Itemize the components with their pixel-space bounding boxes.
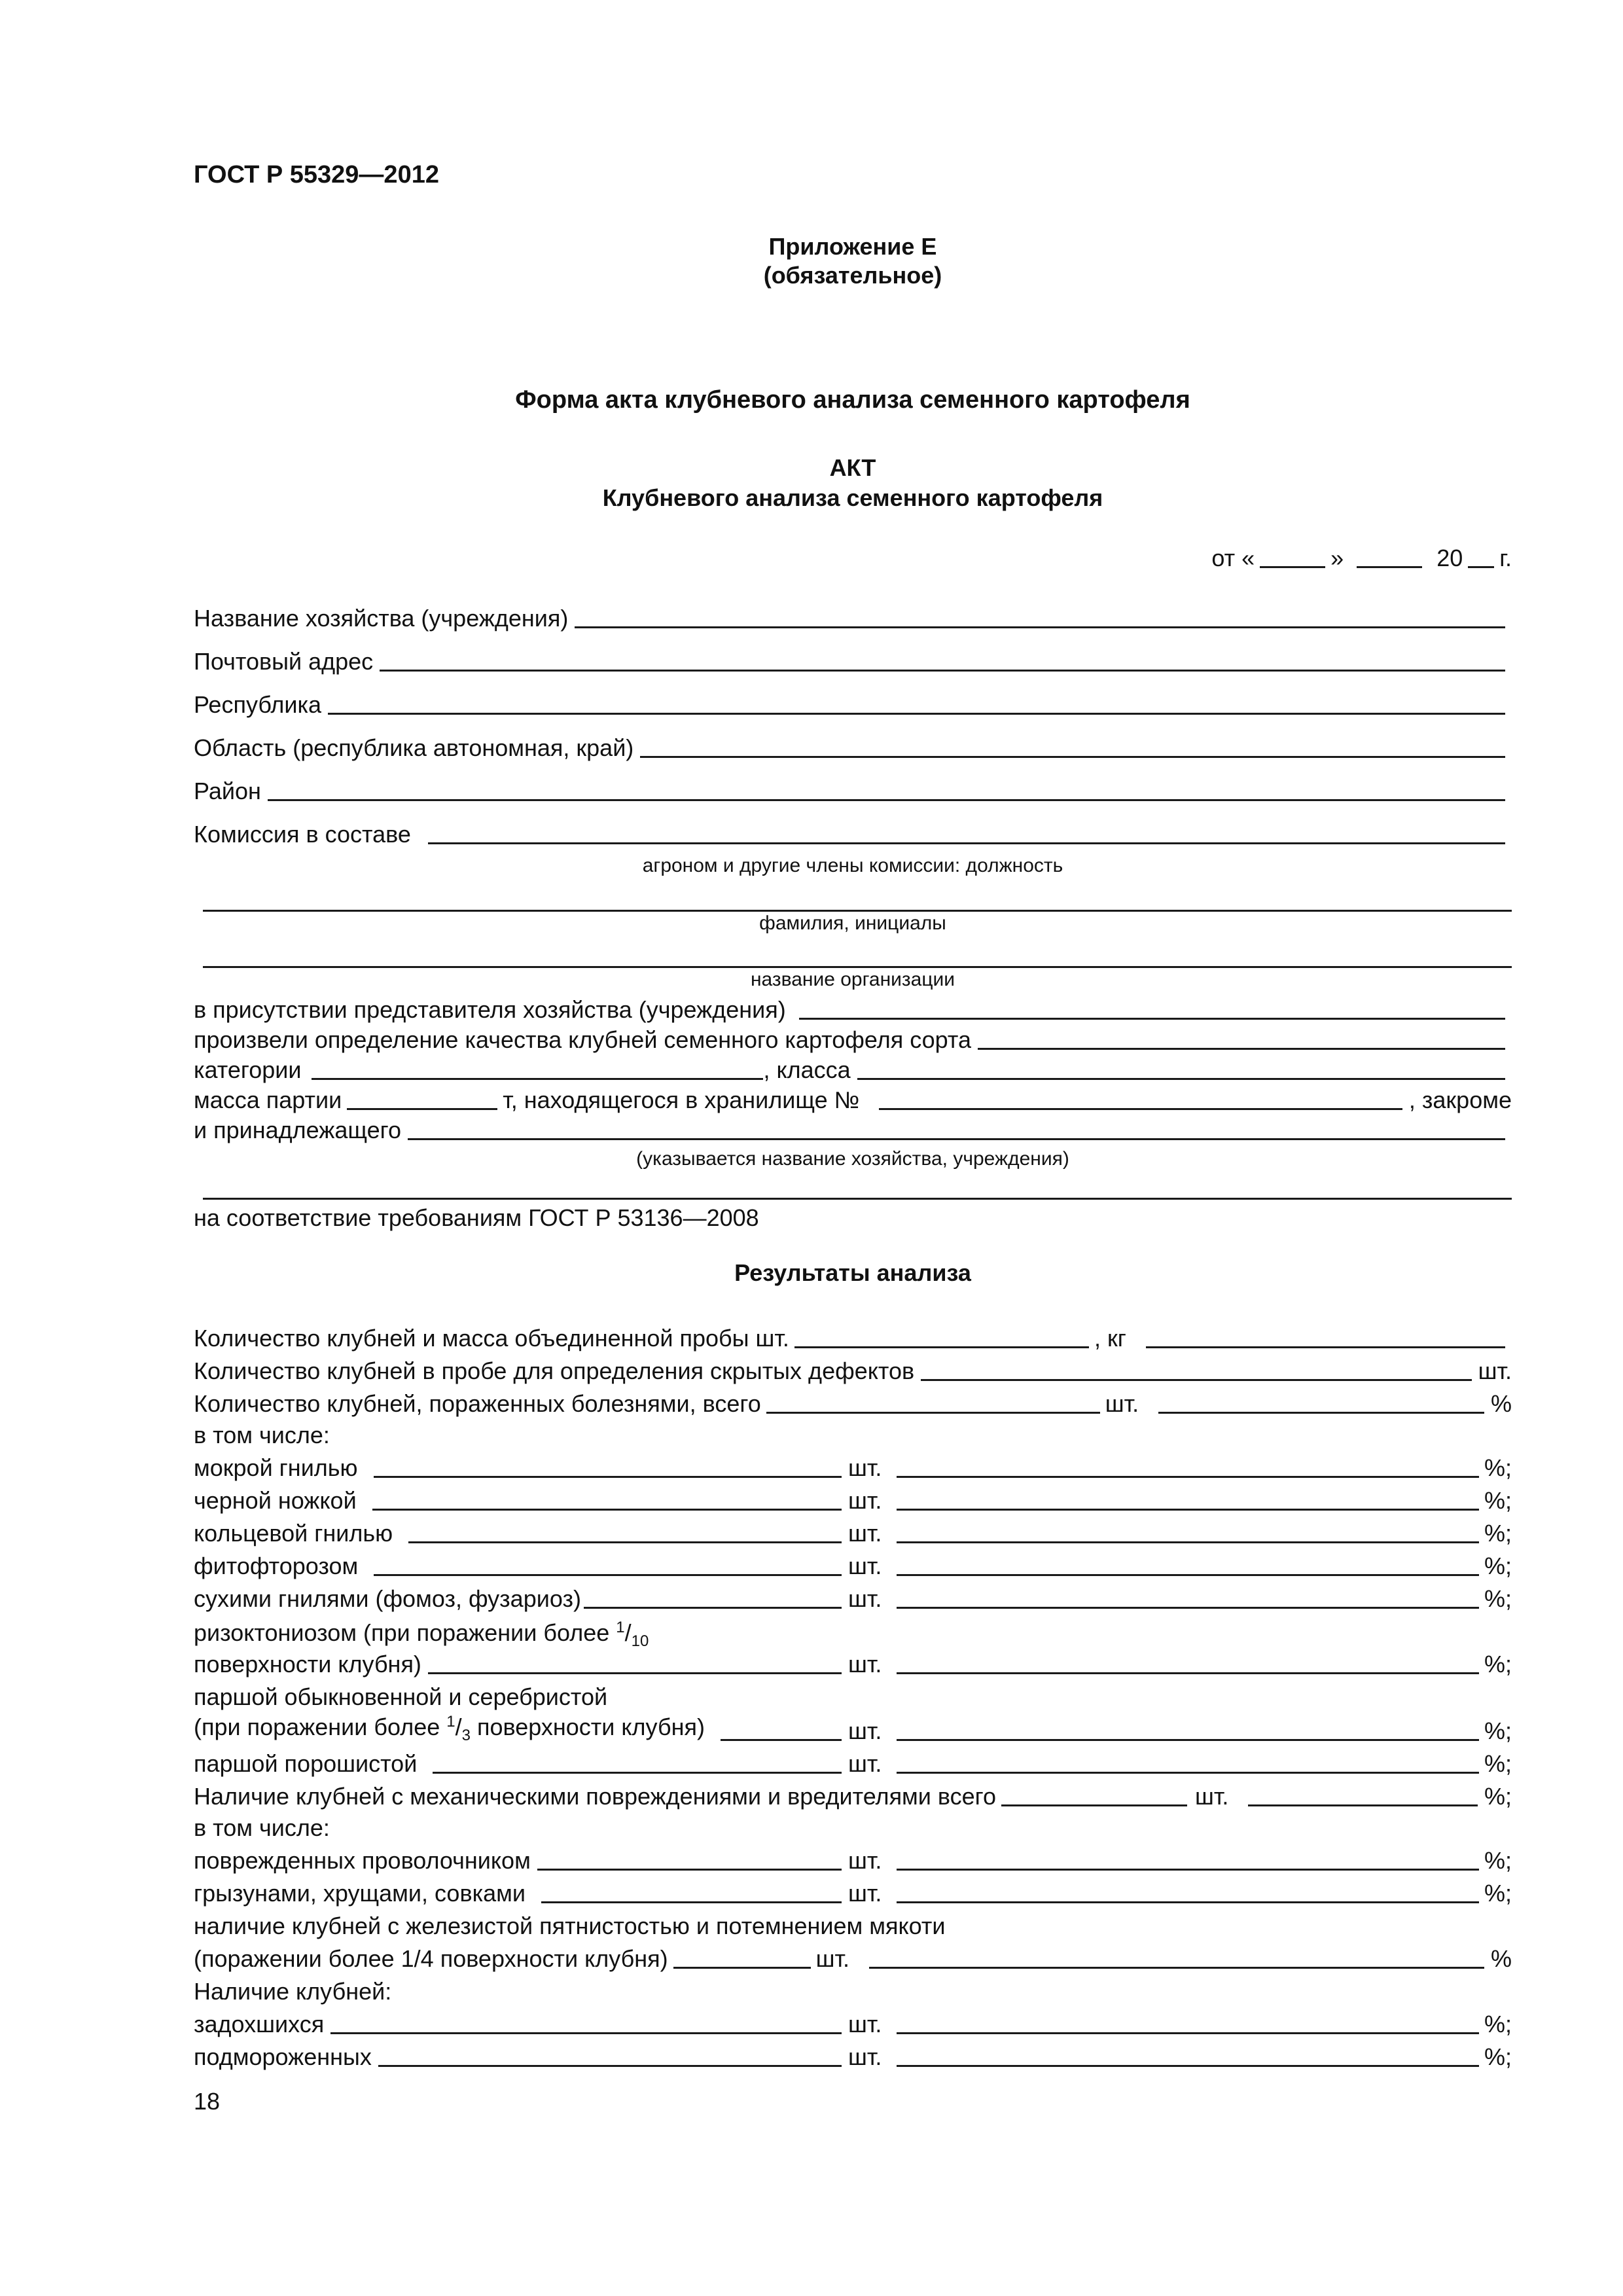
unit-pcs: шт. xyxy=(847,2011,882,2037)
disease-row xyxy=(194,1549,1512,1580)
unit-pcs: шт. xyxy=(847,1717,882,1744)
date-year-field[interactable] xyxy=(1468,566,1494,568)
frozen-label: подмороженных xyxy=(194,2043,372,2070)
hidden-defects-field[interactable] xyxy=(921,1379,1471,1381)
wireworm-percent-field[interactable] xyxy=(897,1869,1479,1871)
region-row xyxy=(194,730,1512,762)
pct-label: %; xyxy=(1484,1585,1512,1612)
disease-count-field[interactable] xyxy=(374,1574,842,1576)
region-field[interactable] xyxy=(640,756,1505,758)
rodents-percent-field[interactable] xyxy=(897,1901,1479,1903)
pct-label: % xyxy=(1490,1945,1512,1972)
pct-label: %; xyxy=(1484,1750,1512,1777)
disease-label: кольцевой гнилью xyxy=(194,1520,393,1547)
caption-agronomist: агроном и другие члены комиссии: должность xyxy=(642,855,1063,876)
scab-text-a: (при поражении более xyxy=(194,1713,447,1740)
surname-field[interactable] xyxy=(203,910,1512,912)
rust-spot-percent-field[interactable] xyxy=(869,1967,1484,1969)
rhizoctonia-percent-field[interactable] xyxy=(897,1672,1479,1674)
diseased-total-count-field[interactable] xyxy=(766,1412,1100,1414)
disease-count-field[interactable] xyxy=(374,1476,842,1478)
page-number: 18 xyxy=(194,2088,221,2115)
disease-percent-field[interactable] xyxy=(897,1541,1479,1543)
commission-row xyxy=(194,817,1512,848)
unit-pcs: шт. xyxy=(847,1750,882,1777)
belonging-field[interactable] xyxy=(408,1138,1505,1140)
disease-percent-field[interactable] xyxy=(897,1476,1479,1478)
republic-label: Республика xyxy=(194,691,322,718)
rust-spot-row-1 xyxy=(194,1909,1512,1940)
compliance-label: на соответствие требованиям ГОСТ Р 53136—2008 xyxy=(194,1204,759,1231)
unit-pcs: шт. xyxy=(847,1651,882,1677)
farm-name-field[interactable] xyxy=(575,626,1505,628)
kg-label: , кг xyxy=(1094,1325,1126,1352)
wireworm-row xyxy=(194,1843,1512,1874)
storage-label: т, находящегося в хранилище № xyxy=(503,1086,860,1113)
compliance-row xyxy=(194,1200,1512,1232)
disease-count-field[interactable] xyxy=(372,1509,842,1511)
diseased-total-unit: шт. xyxy=(1105,1390,1139,1417)
pct-label: %; xyxy=(1484,2011,1512,2037)
class-label: , класса xyxy=(763,1056,851,1083)
scab-count-field[interactable] xyxy=(721,1739,842,1741)
rhizoctonia-text: ризоктониозом (при поражении более xyxy=(194,1619,616,1646)
pct-label: %; xyxy=(1484,1520,1512,1547)
appendix-title: Приложение Е xyxy=(768,233,937,260)
unit-pcs: шт. xyxy=(847,1487,882,1514)
region-label: Область (республика автономная, край) xyxy=(194,734,634,761)
rhizoctonia-row-2 xyxy=(194,1647,1512,1678)
date-year-prefix: 20 xyxy=(1436,545,1463,571)
scab-row-2 xyxy=(194,1713,1512,1745)
presence-row xyxy=(194,992,1512,1024)
pct-label: %; xyxy=(1484,1552,1512,1579)
scab-percent-field[interactable] xyxy=(897,1739,1479,1741)
date-close-quote: » xyxy=(1330,545,1344,571)
caption-farm-indicated: (указывается название хозяйства, учреждения) xyxy=(636,1148,1069,1170)
rodents-row xyxy=(194,1876,1512,1907)
powdery-scab-count-field[interactable] xyxy=(433,1772,842,1774)
presence-of-label: Наличие клубней: xyxy=(194,1978,392,2005)
appendix-status: (обязательное) xyxy=(763,262,942,289)
disease-percent-field[interactable] xyxy=(897,1607,1479,1609)
act-title: АКТ xyxy=(829,454,876,481)
caption-organization: название организации xyxy=(750,969,955,990)
powdery-scab-row xyxy=(194,1746,1512,1778)
sample-count-label: Количество клубней и масса объединенной пробы шт. xyxy=(194,1325,789,1352)
unit-pcs: шт. xyxy=(847,1847,882,1874)
farm-indicated-field[interactable] xyxy=(203,1198,1512,1200)
fraction-denominator: 10 xyxy=(631,1632,649,1650)
unit-pcs: шт. xyxy=(1195,1783,1229,1810)
unit-pcs: шт. xyxy=(815,1945,850,1972)
disease-count-field[interactable] xyxy=(408,1541,842,1543)
pct-label: %; xyxy=(1484,1880,1512,1907)
presence-of-row xyxy=(194,1974,1512,2005)
variety-field[interactable] xyxy=(978,1048,1505,1050)
including-row-1 xyxy=(194,1418,1512,1449)
republic-field[interactable] xyxy=(328,713,1505,715)
unit-pcs: шт. xyxy=(847,1585,882,1612)
unit-pcs: шт. xyxy=(847,1454,882,1481)
mechanical-count-field[interactable] xyxy=(1001,1804,1187,1806)
powdery-scab-percent-field[interactable] xyxy=(897,1772,1479,1774)
pct-label: %; xyxy=(1484,1454,1512,1481)
belonging-label: и принадлежащего xyxy=(194,1117,401,1143)
belonging-row xyxy=(194,1113,1512,1144)
rodents-count-field[interactable] xyxy=(541,1901,842,1903)
farm-name-row xyxy=(194,601,1512,632)
including-label-2: в том числе: xyxy=(194,1814,330,1841)
scab-label: паршой обыкновенной и серебристой xyxy=(194,1683,608,1710)
district-field[interactable] xyxy=(268,799,1505,801)
date-year-suffix: г. xyxy=(1499,545,1512,571)
category-field[interactable] xyxy=(312,1078,763,1080)
presence-label: в присутствии представителя хозяйства (учреждения) xyxy=(194,996,786,1023)
disease-label: мокрой гнилью xyxy=(194,1454,358,1481)
rhizoctonia-row-1 xyxy=(194,1619,1512,1651)
powdery-scab-label: паршой порошистой xyxy=(194,1750,418,1777)
diseased-total-row xyxy=(194,1386,1512,1418)
disease-percent-field[interactable] xyxy=(897,1509,1479,1511)
mechanical-percent-field[interactable] xyxy=(1248,1804,1478,1806)
rodents-label: грызунами, хрущами, совками xyxy=(194,1880,526,1907)
suffocated-label: задохшихся xyxy=(194,2011,325,2037)
disease-label: фитофторозом xyxy=(194,1552,359,1579)
diseased-total-pct: % xyxy=(1490,1390,1512,1417)
rust-spot-label-2: (поражении более 1/4 поверхности клубня) xyxy=(194,1945,668,1972)
disease-count-field[interactable] xyxy=(584,1607,842,1609)
rust-spot-count-field[interactable] xyxy=(673,1967,811,1969)
organization-field[interactable] xyxy=(203,966,1512,968)
fraction-denominator: 3 xyxy=(461,1727,471,1744)
hidden-defects-unit: шт. xyxy=(1478,1357,1512,1384)
mechanical-row xyxy=(194,1779,1512,1810)
rhizoctonia-count-field[interactable] xyxy=(428,1672,842,1674)
batch-mass-field[interactable] xyxy=(347,1108,497,1110)
pct-label: %; xyxy=(1484,1487,1512,1514)
postal-address-row xyxy=(194,644,1512,675)
district-row xyxy=(194,774,1512,805)
sample-mass-field[interactable] xyxy=(1146,1346,1505,1348)
frozen-count-field[interactable] xyxy=(378,2065,842,2067)
scab-text-b: поверхности клубня) xyxy=(471,1713,705,1740)
fraction-numerator: 1 xyxy=(616,1618,625,1636)
quality-label: произвели определение качества клубней семенного картофеля сорта xyxy=(194,1026,971,1053)
rhizoctonia-label-2: поверхности клубня) xyxy=(194,1651,421,1677)
disease-row xyxy=(194,1581,1512,1613)
suffocated-percent-field[interactable] xyxy=(897,2032,1479,2034)
disease-row xyxy=(194,1483,1512,1515)
caption-surname: фамилия, инициалы xyxy=(759,912,946,934)
category-row xyxy=(194,1052,1512,1084)
republic-row xyxy=(194,687,1512,719)
unit-pcs: шт. xyxy=(847,1552,882,1579)
disease-label: черной ножкой xyxy=(194,1487,357,1514)
scab-row-1 xyxy=(194,1679,1512,1711)
pct-label: %; xyxy=(1484,1717,1512,1744)
including-label-1: в том числе: xyxy=(194,1422,330,1448)
wireworm-label: поврежденных проволочником xyxy=(194,1847,531,1874)
sample-count-field[interactable] xyxy=(794,1346,1089,1348)
rhizoctonia-label: ризоктониозом (при поражении более $^1/_{10}$ xyxy=(194,1618,649,1650)
hidden-defects-row xyxy=(194,1354,1512,1385)
commission-field[interactable] xyxy=(428,842,1505,844)
postal-address-field[interactable] xyxy=(380,670,1505,672)
pct-label: %; xyxy=(1484,1847,1512,1874)
diseased-total-percent-field[interactable] xyxy=(1158,1412,1484,1414)
diseased-total-label: Количество клубней, пораженных болезнями, всего xyxy=(194,1390,761,1417)
results-title: Результаты анализа xyxy=(734,1259,971,1286)
farm-name-label: Название хозяйства (учреждения) xyxy=(194,605,569,632)
suffocated-count-field[interactable] xyxy=(330,2032,842,2034)
form-title: Форма акта клубневого анализа семенного картофеля xyxy=(515,386,1190,414)
quality-row xyxy=(194,1022,1512,1054)
pct-label: %; xyxy=(1484,1783,1512,1810)
suffocated-row xyxy=(194,2007,1512,2038)
wireworm-count-field[interactable] xyxy=(537,1869,842,1871)
unit-pcs: шт. xyxy=(847,1880,882,1907)
disease-label: сухими гнилями (фомоз, фузариоз) xyxy=(194,1585,581,1612)
storage-number-field[interactable] xyxy=(879,1108,1402,1110)
sample-row xyxy=(194,1321,1512,1352)
hidden-defects-label: Количество клубней в пробе для определения скрытых дефектов xyxy=(194,1357,915,1384)
disease-row xyxy=(194,1450,1512,1482)
class-field[interactable] xyxy=(857,1078,1505,1080)
commission-label: Комиссия в составе xyxy=(194,821,411,848)
pct-label: %; xyxy=(1484,1651,1512,1677)
pct-label: %; xyxy=(1484,2043,1512,2070)
date-day-field[interactable] xyxy=(1260,566,1325,568)
batch-mass-label: масса партии xyxy=(194,1086,342,1113)
rust-spot-label: наличие клубней с железистой пятнистостью и потемнением мякоти xyxy=(194,1912,946,1939)
fraction-numerator: 1 xyxy=(446,1712,455,1731)
except-label: , закроме xyxy=(1408,1086,1512,1113)
standard-header: ГОСТ Р 55329—2012 xyxy=(194,161,439,188)
act-subtitle: Клубневого анализа семенного картофеля xyxy=(602,484,1103,511)
disease-row xyxy=(194,1516,1512,1547)
rust-spot-row-2 xyxy=(194,1941,1512,1973)
date-month-field[interactable] xyxy=(1357,566,1422,568)
presence-field[interactable] xyxy=(799,1018,1505,1020)
date-from-label: от « xyxy=(1211,545,1255,571)
mechanical-label: Наличие клубней с механическими повреждениями и вредителями всего xyxy=(194,1783,997,1810)
disease-percent-field[interactable] xyxy=(897,1574,1479,1576)
including-row-2 xyxy=(194,1810,1512,1842)
batch-row xyxy=(194,1083,1512,1114)
act-date-line xyxy=(194,541,1512,572)
category-label: категории xyxy=(194,1056,302,1083)
district-label: Район xyxy=(194,778,261,804)
frozen-row xyxy=(194,2039,1512,2071)
unit-pcs: шт. xyxy=(847,1520,882,1547)
scab-label-2: (при поражении более $^1/_3$ поверхности клубня) xyxy=(194,1712,705,1744)
postal-address-label: Почтовый адрес xyxy=(194,648,374,675)
unit-pcs: шт. xyxy=(847,2043,882,2070)
frozen-percent-field[interactable] xyxy=(897,2065,1479,2067)
